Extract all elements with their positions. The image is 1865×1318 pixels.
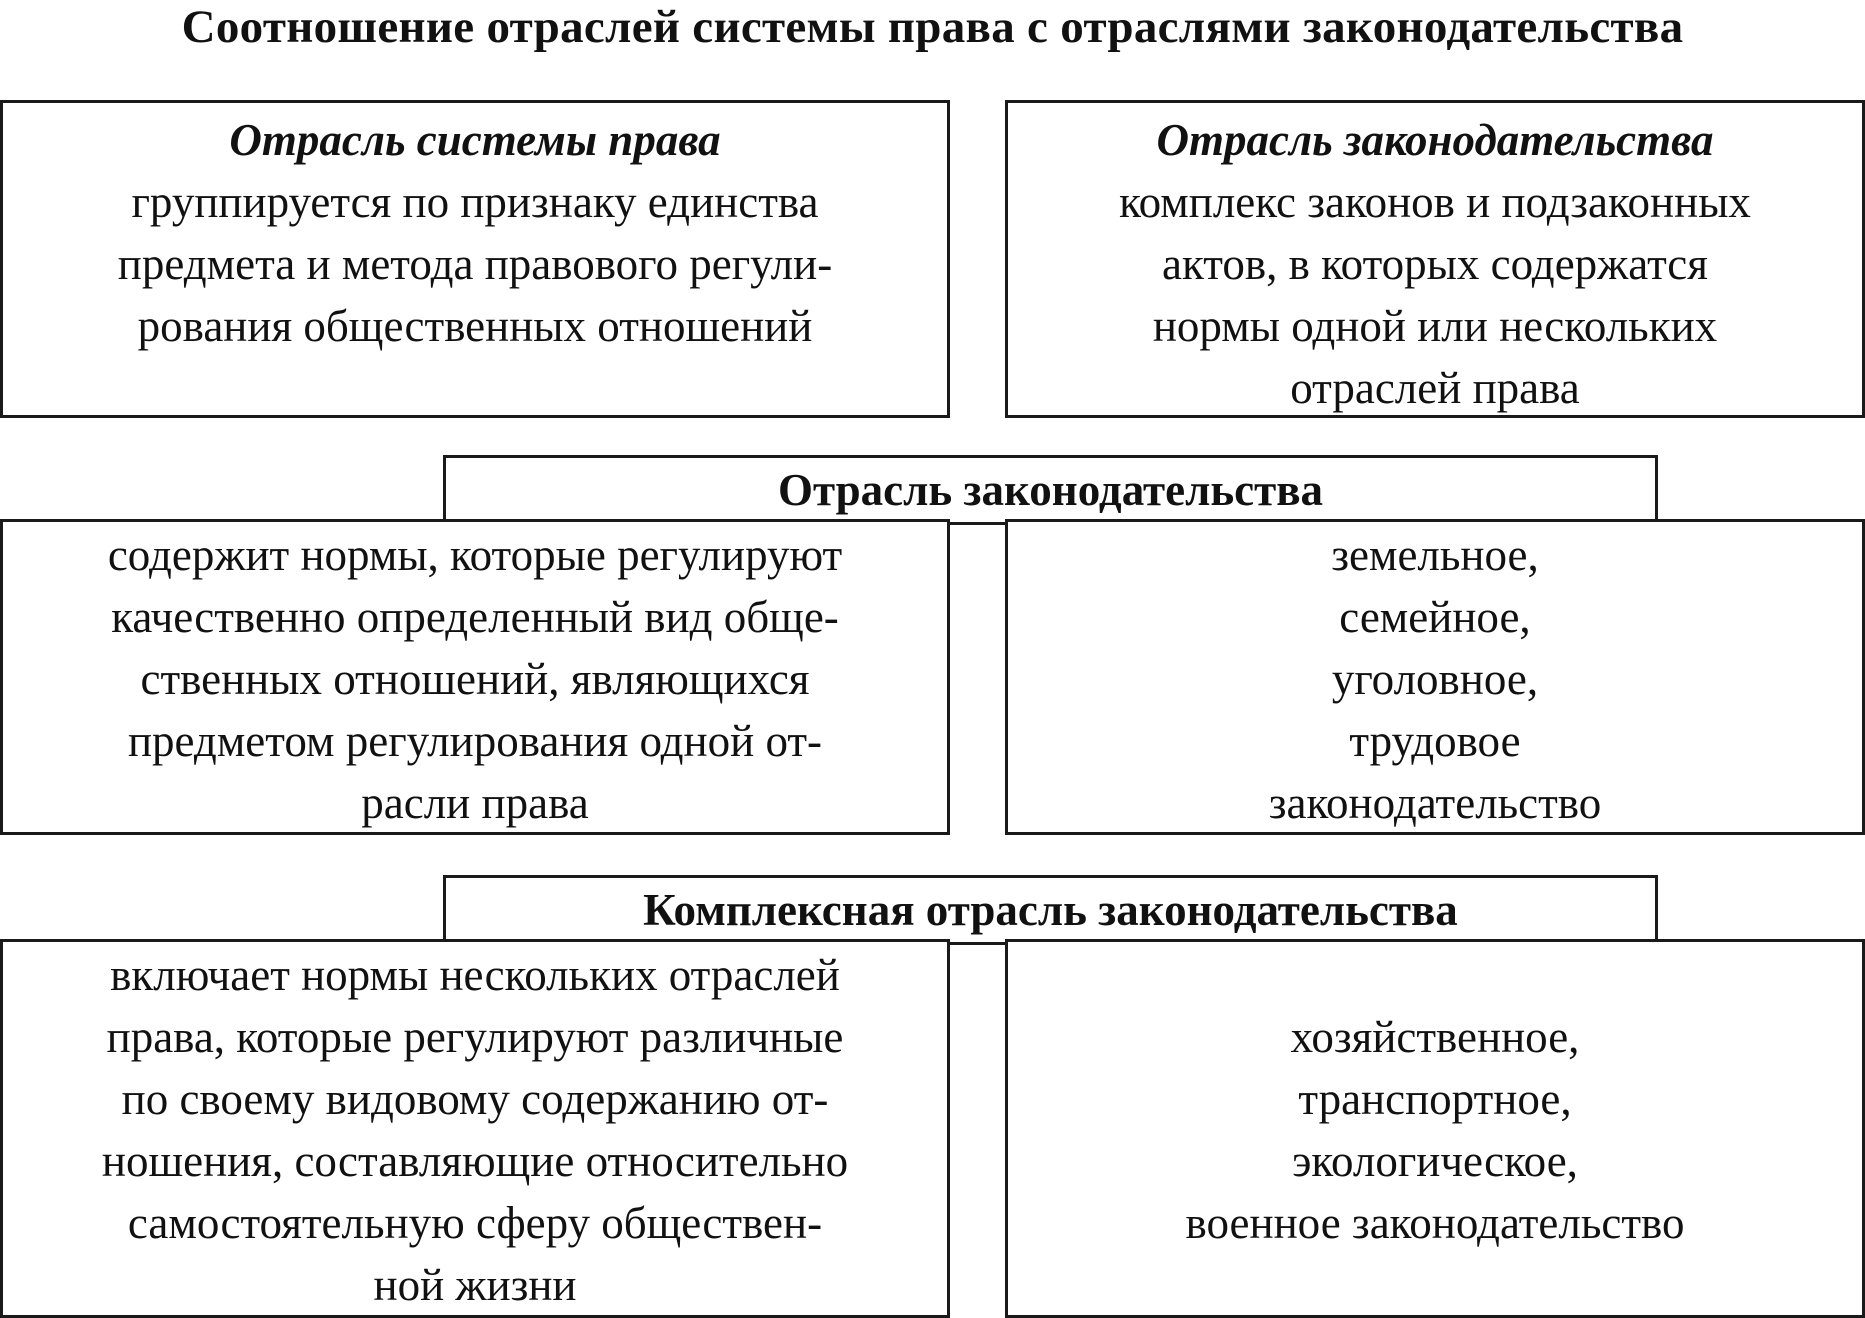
example-item: законодательство	[1268, 778, 1602, 828]
section2-description-box	[0, 939, 950, 1318]
text-line: рования общественных отношений	[137, 301, 813, 351]
text-line: предметом регулирования одной от-	[127, 716, 823, 766]
section1-examples-box	[1005, 519, 1865, 835]
example-item: трудовое	[1349, 716, 1521, 766]
text-line: группируется по признаку единства	[131, 177, 819, 227]
example-item: военное законодательство	[1185, 1198, 1685, 1248]
text-line: ственных отношений, являющихся	[140, 654, 810, 704]
text-line: самостоятельную сферу обществен-	[127, 1198, 823, 1248]
example-item: транспортное,	[1298, 1074, 1572, 1124]
section1-description-box	[0, 519, 950, 835]
legal-system-branch-box	[0, 100, 950, 418]
section2-header: Комплексная отрасль законодательства	[443, 875, 1658, 945]
legislation-branch-content	[1008, 103, 1862, 419]
example-item: земельное,	[1331, 530, 1539, 580]
section2-examples	[1008, 942, 1862, 1254]
section2-description	[3, 942, 947, 1316]
text-line: расли права	[361, 778, 589, 828]
example-item: экологическое,	[1292, 1136, 1578, 1186]
example-item: уголовное,	[1331, 654, 1539, 704]
text-line: актов, в которых содержатся	[1162, 239, 1708, 289]
text-line: качественно определенный вид обще-	[111, 592, 839, 642]
legal-system-branch-content	[3, 103, 947, 357]
legislation-branch-box	[1005, 100, 1865, 418]
diagram-title: Соотношение отраслей системы права с отраслями законодательства	[181, 1, 1684, 53]
section1-header: Отрасль законодательства	[443, 455, 1658, 525]
text-line: ной жизни	[373, 1260, 577, 1310]
text-line: нормы одной или нескольких	[1152, 301, 1718, 351]
section1-examples	[1008, 522, 1862, 834]
text-line: предмета и метода правового регули-	[117, 239, 833, 289]
text-line: по своему видовому содержанию от-	[121, 1074, 829, 1124]
text-line: права, которые регулируют различные	[106, 1012, 844, 1062]
section2-examples-box	[1005, 939, 1865, 1318]
example-item: семейное,	[1339, 592, 1531, 642]
example-item: хозяйственное,	[1290, 1012, 1580, 1062]
text-line: комплекс законов и подзаконных	[1119, 177, 1751, 227]
text-line: содержит нормы, которые регулируют	[107, 530, 843, 580]
legal-system-branch-heading: Отрасль системы права	[229, 115, 721, 165]
text-line: включает нормы нескольких отраслей	[110, 950, 840, 1000]
text-line: отраслей права	[1290, 363, 1580, 413]
legislation-branch-heading: Отрасль законодательства	[1156, 115, 1714, 165]
text-line: ношения, составляющие относительно	[101, 1136, 849, 1186]
section1-description	[3, 522, 947, 834]
